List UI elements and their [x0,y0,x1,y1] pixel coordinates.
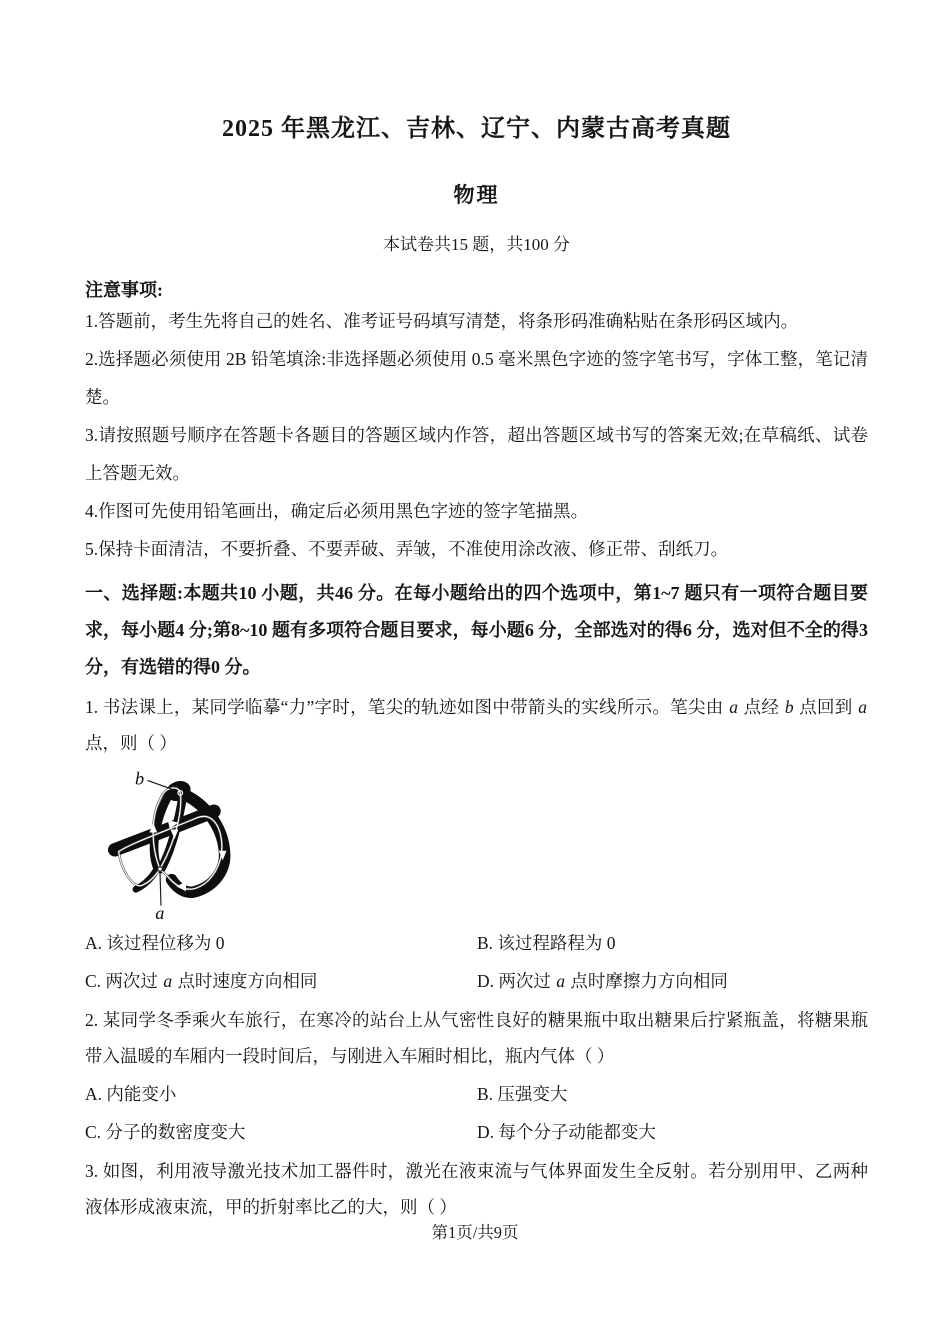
notice-item-3: 3.请按照题号顺序在答题卡各题目的答题区域内作答，超出答题区域书写的答案无效;在草稿纸、试卷上答题无效。 [85,425,868,483]
label-a-leader-line [160,873,161,906]
q2-option-a: A. 内能变小 [85,1084,177,1104]
q1-option-b: B. 该过程路程为 0 [477,933,616,953]
figure-label-a: a [155,903,165,923]
page-number-footer: 第1页/共9页 [431,1223,519,1242]
notice-item-4: 4.作图可先使用铅笔画出，确定后必须用黑色字迹的签字笔描黑。 [85,501,589,521]
li-calligraphy-figure [99,765,275,923]
q1-stem-part: 1. 书法课上，某同学临摹“力”字时，笔尖的轨迹如图中带箭头的实线所示。笔尖由 [85,697,729,717]
q2-option-b: B. 压强变大 [477,1084,568,1104]
notices-heading: 注意事项: [85,280,163,300]
question-1-figure [99,765,275,923]
exam-meta: 本试卷共15 题，共100 分 [383,235,570,254]
question-1-options-row-2 [85,963,868,999]
q2-option-d: D. 每个分子动能都变大 [477,1122,656,1142]
document-title: 2025 年黑龙江、吉林、辽宁、内蒙古高考真题 [222,116,731,142]
point-a-marker [158,867,163,872]
variable-a: a [163,971,173,991]
question-1-options-row-1 [85,925,868,961]
variable-b: b [784,697,794,717]
variable-a: a [556,971,566,991]
question-1-stem [85,689,868,761]
figure-label-b: b [134,768,145,789]
variable-a: a [729,697,738,717]
question-3-stem: 3. 如图，利用液导激光技术加工器件时，激光在液束流与气体界面发生全反射。若分别用甲、乙两种液体形成液束流，甲的折射率比乙的大，则（ ） [85,1161,868,1217]
q1-stem-part: 点回到 [794,697,858,717]
question-2-options-row-2 [85,1114,868,1150]
variable-a: a [858,697,867,717]
question-2-stem: 2. 某同学冬季乘火车旅行，在寒冷的站台上从气密性良好的糖果瓶中取出糖果后拧紧瓶盖，将糖果瓶带入温暖的车厢内一段时间后，与刚进入车厢时相比，瓶内气体（ ） [85,1010,868,1066]
notice-item-2: 2.选择题必须使用 2B 铅笔填涂:非选择题必须使用 0.5 毫米黑色字迹的签字笔书写，字体工整，笔记清楚。 [85,349,868,407]
question-2-options-row-1 [85,1076,868,1112]
section-one-heading: 一、选择题:本题共10 小题，共46 分。在每小题给出的四个选项中，第1~7 题只有一项符合题目要求，每小题4 分;第8~10 题有多项符合题目要求，每小题6 分，全部选对的得6 分，选对但不全的得3 分，有选错的得0 分。 [85,583,868,677]
q1-stem-part: 点经 [738,697,784,717]
q1-option-d: D. 两次过 a 点时摩擦力方向相同 [477,971,728,991]
notice-item-1: 1.答题前，考生先将自己的姓名、准考证号码填写清楚，将条形码准确粘贴在条形码区域内。 [85,311,799,331]
q2-option-c: C. 分子的数密度变大 [85,1122,246,1142]
q1-stem-part: 点，则（ ） [85,733,177,753]
q1-option-a: A. 该过程位移为 0 [85,933,225,953]
notice-item-5: 5.保持卡面清洁，不要折叠、不要弄破、弄皱，不准使用涂改液、修正带、刮纸刀。 [85,539,729,559]
q1-option-c: C. 两次过 a 点时速度方向相同 [85,971,318,991]
label-b-leader-line [148,780,172,789]
subject-title: 物理 [453,183,500,207]
